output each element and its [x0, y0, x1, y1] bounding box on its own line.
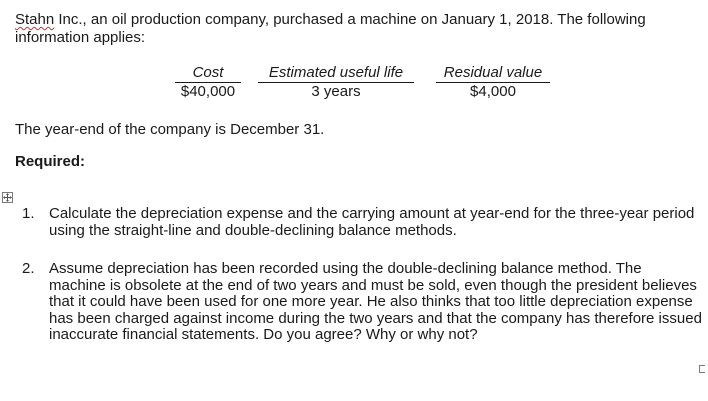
resize-corner-icon[interactable] [699, 365, 705, 373]
required-heading: Required: [15, 153, 86, 170]
question-2-text: Assume depreciation has been recorded using the double-declining balance method. The machine is obsolete at the end of two years and must be sold, even though the president believes that it could have been used for one more year. He also thinks that too little depreciation expense has been charged against income during the two years and that the company has therefore issued inaccurate financial statements. Do you agree? Why or why not? [49, 260, 702, 344]
useful-life-label: Estimated useful life [258, 64, 414, 83]
table-move-handle-icon[interactable] [2, 192, 13, 203]
question-1-text: Calculate the depreciation expense and the carrying amount at year-end for the three-year period using the straight-line and double-declining balance methods. [49, 205, 695, 239]
cost-value: $40,000 [180, 83, 236, 100]
question-1-number: 1. [22, 205, 35, 222]
year-end-text: The year-end of the company is December 31. [15, 121, 325, 138]
company-name: Stahn [15, 11, 55, 28]
residual-value-label: Residual value [436, 64, 550, 83]
useful-life-value: 3 years [311, 83, 361, 100]
question-2 [22, 261, 702, 344]
residual-value-value: $4,000 [470, 83, 516, 100]
question-1 [22, 206, 702, 239]
intro-paragraph [15, 11, 700, 47]
cost-label: Cost [175, 64, 241, 83]
residual-value-column [436, 64, 550, 101]
question-2-number: 2. [22, 260, 35, 277]
intro-text: Inc., an oil production company, purchased a machine on January 1, 2018. The following information applies: [15, 11, 646, 46]
cost-column [175, 64, 241, 101]
useful-life-column [258, 64, 414, 101]
